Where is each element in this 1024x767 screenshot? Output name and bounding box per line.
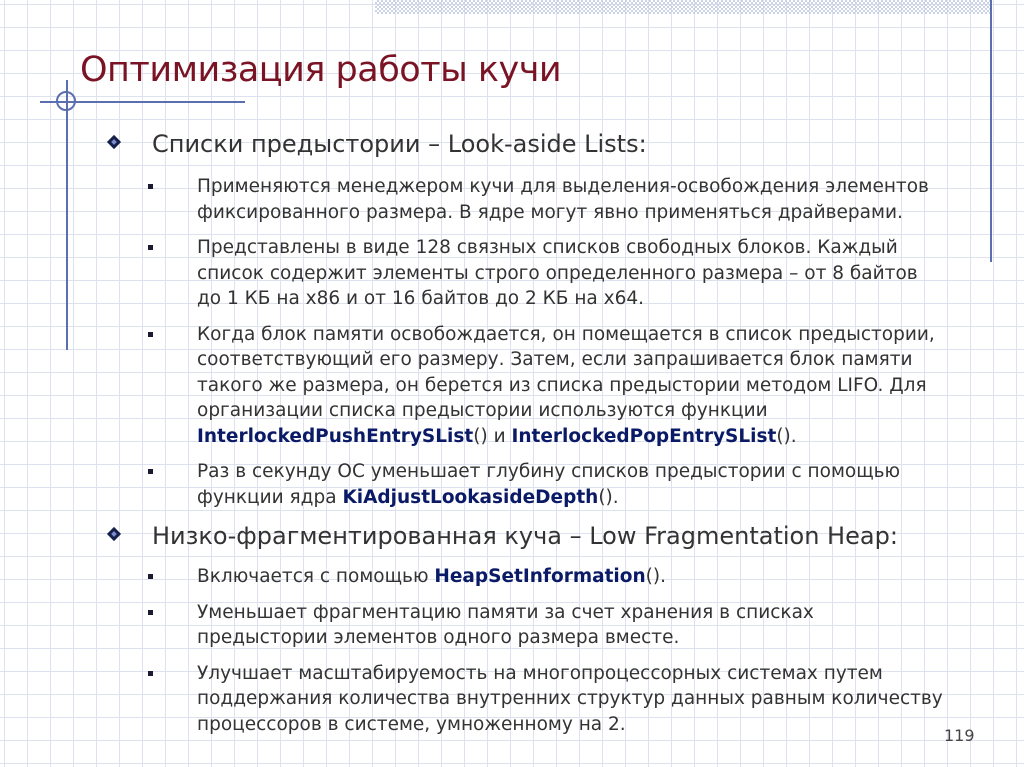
list-item (100, 322, 990, 450)
function-name: HeapSetInformation (434, 566, 646, 587)
frame-circle-decoration (56, 91, 76, 111)
line: соответствующий его размеру. Затем, если запрашивается блок памяти (197, 349, 913, 370)
function-suffix: (). (776, 425, 797, 447)
line (197, 485, 990, 511)
slide-title: Оптимизация работы кучи (80, 50, 562, 90)
line (197, 564, 990, 590)
function-name-push: InterlockedPushEntrySList (197, 425, 474, 447)
page-number: 119 (944, 726, 975, 745)
section-heading-lfh (100, 520, 990, 552)
section-heading-text: Низко-фрагментированная куча – Low Fragmentation Heap: (152, 522, 898, 550)
list-item (100, 564, 990, 590)
line: фиксированного размера. В ядре могут явно применяться драйверами. (197, 201, 903, 223)
line (197, 424, 990, 450)
square-bullet-icon (148, 671, 153, 676)
left-frame-line (66, 80, 68, 350)
line-prefix: функции ядра (197, 486, 343, 508)
square-bullet-icon (148, 574, 153, 579)
list-item (100, 235, 990, 312)
function-suffix: (). (645, 566, 666, 587)
list-item (100, 600, 990, 651)
line: такого же размера, он берется из списка предыстории методом LIFO. Для (197, 374, 927, 396)
line: до 1 КБ на x86 и от 16 байтов до 2 КБ на x64. (197, 288, 645, 309)
line: Раз в секунду ОС уменьшает глубину списков предыстории с помощью (197, 461, 901, 482)
square-bullet-icon (148, 184, 153, 189)
line: Уменьшает фрагментацию памяти за счет хранения в списках (197, 601, 814, 623)
top-pattern-decoration (375, 0, 990, 14)
slide-content (100, 120, 990, 737)
line: Улучшает масштабируемость на многопроцессорных системах путем (197, 662, 883, 684)
diamond-bullet-icon (107, 527, 121, 541)
line-prefix: Включается с помощью (197, 566, 435, 587)
line: Когда блок памяти освобождается, он помещается в список предыстории, (197, 323, 935, 345)
list-item (100, 661, 990, 738)
line: предыстории элементов одного размера вместе. (197, 627, 680, 648)
square-bullet-icon (148, 245, 153, 250)
line: организации списка предыстории используются функции (197, 400, 768, 421)
function-suffix: (). (598, 486, 619, 508)
square-bullet-icon (148, 332, 153, 337)
list-item (100, 174, 990, 225)
square-bullet-icon (148, 610, 153, 615)
section-heading-text: Списки предыстории – Look-aside Lists: (152, 130, 647, 158)
line: Применяются менеджером кучи для выделения-освобождения элементов (197, 176, 929, 197)
function-name-pop: InterlockedPopEntrySList (511, 425, 777, 447)
diamond-bullet-icon (107, 135, 121, 149)
line: поддержания количества внутренних структур данных равным количеству (197, 688, 943, 709)
line: список содержит элементы строго определенного размера – от 8 байтов (197, 262, 918, 284)
line: Представлены в виде 128 связных списков свободных блоков. Каждый (197, 237, 898, 258)
right-frame-line (990, 0, 992, 262)
line: процессоров в системе, умноженному на 2. (197, 713, 626, 735)
square-bullet-icon (148, 469, 153, 474)
function-name: KiAdjustLookasideDepth (342, 486, 599, 508)
section-heading-lookaside (100, 128, 990, 160)
list-item (100, 459, 990, 510)
function-suffix: () и (473, 425, 512, 447)
